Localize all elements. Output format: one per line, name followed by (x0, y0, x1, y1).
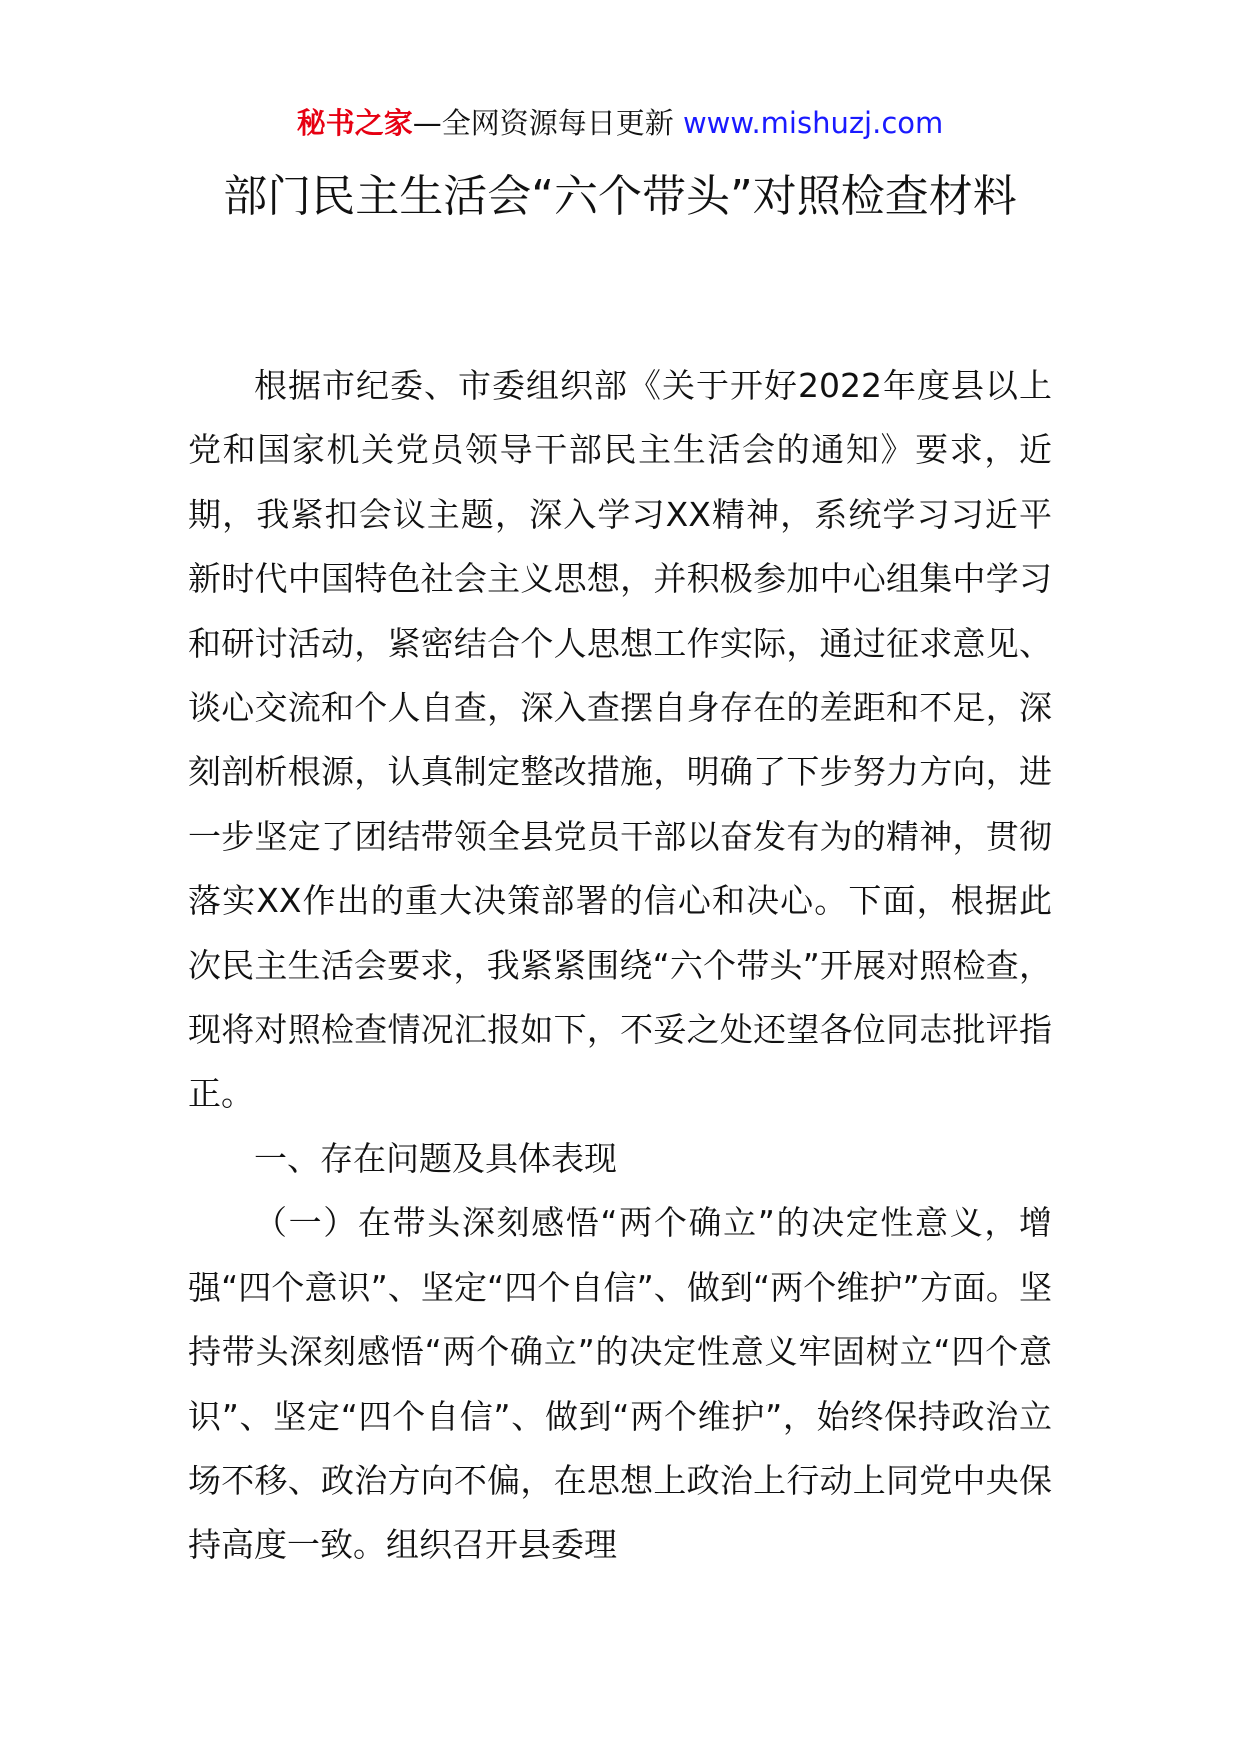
document-body (188, 354, 1052, 1578)
site-header (0, 103, 1240, 143)
section-heading: 一、存在问题及具体表现 (254, 1138, 617, 1178)
intro-paragraph: 根据市纪委、市委组织部《关于开好2022年度县以上党和国家机关党员领导干部民主生活会的通知》要求，近期，我紧扣会议主题，深入学习XX精神，系统学习习近平新时代中国特色社会主义思想，并积极参加中心组集中学习和研讨活动，紧密结合个人思想工作实际，通过征求意见、谈心交流和个人自查，深入查摆自身存在的差距和不足，深刻剖析根源，认真制定整改措施，明确了下步努力方向，进一步坚定了团结带领全县党员干部以奋发有为的精神，贯彻落实XX作出的重大决策部署的信心和决心。下面，根据此次民主生活会要求，我紧紧围绕“六个带头”开展对照检查，现将对照检查情况汇报如下，不妥之处还望各位同志批评指正。 (188, 366, 1052, 1114)
document-title: 部门民主生活会“六个带头”对照检查材料 (223, 171, 1017, 222)
brand-name: 秘书之家 (296, 106, 413, 140)
header-slogan: —全网资源每日更新 (412, 106, 683, 140)
subsection-paragraph: （一）在带头深刻感悟“两个确立”的决定性意义，增强“四个意识”、坚定“四个自信”、做到“两个维护”方面。坚持带头深刻感悟“两个确立”的决定性意义牢固树立“四个意识”、坚定“四个自信”、做到“两个维护”，始终保持政治立场不移、政治方向不偏，在思想上政治上行动上同党中央保持高度一致。组织召开县委理 (188, 1203, 1052, 1565)
site-url-link[interactable]: www.mishuzj.com (682, 106, 944, 140)
